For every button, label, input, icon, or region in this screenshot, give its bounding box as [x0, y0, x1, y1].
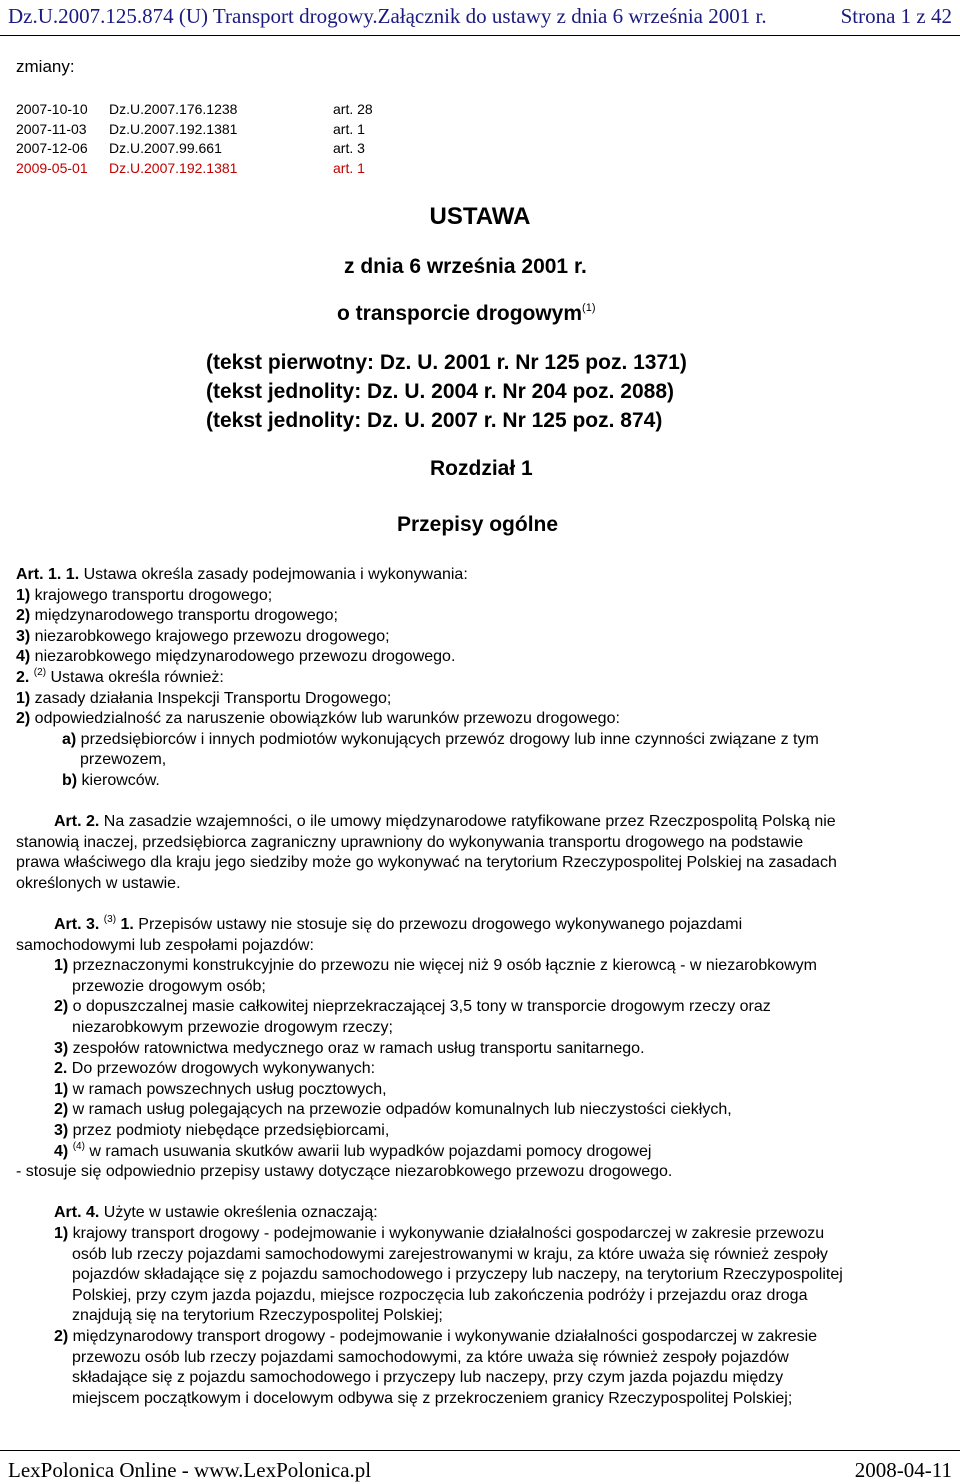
- art3-p2-item: 1) w ramach powszechnych usług pocztowych,: [54, 1080, 387, 1098]
- art1-item: 3) niezarobkowego krajowego przewozu drogowego;: [16, 627, 390, 645]
- page-header: [0, 0, 960, 36]
- art1-sub-b: b) kierowców.: [62, 771, 160, 789]
- source-link[interactable]: LexPolonica Online - www.LexPolonica.pl: [8, 1458, 372, 1482]
- art3-item-cont: przewozie drogowym osób;: [72, 977, 266, 995]
- art4-item-cont: osób lub rzeczy pojazdami samochodowymi zarejestrowanymi w kraju, za które uważa się również zespoły: [72, 1245, 828, 1263]
- art1-sub-a-cont: przewozem,: [80, 751, 167, 769]
- change-source: Dz.U.2007.176.1238: [109, 101, 238, 117]
- art4-item-cont: przewozu osób lub rzeczy pojazdami samochodowymi, za które uważa się również zespoły pojazdów: [72, 1348, 789, 1366]
- change-article: art. 1: [333, 159, 365, 176]
- footnote-ref[interactable]: (2): [33, 666, 47, 678]
- art3-item-cont: niezarobkowym przewozie drogowym rzeczy;: [72, 1019, 393, 1037]
- act-type: USTAWA: [429, 203, 531, 230]
- art1-sub-a: a) przedsiębiorców i innych podmiotów wykonujących przewóz drogowy lub inne czynności związane z tym: [62, 730, 819, 748]
- chapter-number: Rozdział 1: [430, 457, 533, 480]
- change-source: Dz.U.2007.99.661: [109, 140, 222, 156]
- art2-line: Art. 2. Na zasadzie wzajemności, o ile umowy międzynarodowe ratyfikowane przez Rzeczpospolitą Polską nie: [54, 813, 836, 831]
- art1-p2-intro: 2. $^{(2)}$ Ustawa określa również:: [16, 666, 224, 686]
- changes-title: zmiany:: [16, 57, 75, 76]
- art3-p2-intro: 2. Do przewozów drogowych wykonywanych:: [54, 1060, 376, 1078]
- art3-intro-cont: samochodowymi lub zespołami pojazdów:: [16, 936, 314, 954]
- change-date: 2009-05-01: [16, 159, 88, 176]
- document-title: Dz.U.2007.125.874 (U) Transport drogowy.Załącznik do ustawy z dnia 6 września 2001 r.: [8, 4, 767, 28]
- version-consolidated-2004: (tekst jednolity: Dz. U. 2004 r. Nr 204 poz. 2088): [206, 380, 674, 403]
- change-article: art. 3: [333, 140, 365, 156]
- act-date: z dnia 6 września 2001 r.: [344, 255, 587, 278]
- art3-intro: Art. 3. $^{(3)}$ 1. Przepisów ustawy nie stosuje się do przewozu drogowego wykonywanego pojazdami: [54, 914, 743, 934]
- document-body: [16, 565, 956, 1409]
- art4-intro: Art. 4. Użyte w ustawie określenia oznaczają:: [54, 1204, 378, 1222]
- art2-line: określonych w ustawie.: [16, 874, 181, 892]
- change-source: Dz.U.2007.192.1381: [109, 120, 238, 137]
- art4-item-cont: składające się z pojazdu samochodowego i przyczepy lub naczepy, przy czym jazda pojazdu między: [72, 1369, 784, 1387]
- change-date: 2007-12-06: [16, 140, 88, 156]
- footnote-ref[interactable]: (4): [72, 1140, 85, 1152]
- art1-p2-item: 2) odpowiedzialność za naruszenie obowiązków lub warunków przewozu drogowego:: [16, 710, 620, 728]
- page-number: Strona 1 z 42: [840, 4, 952, 28]
- footer-date: 2008-04-11: [854, 1458, 952, 1482]
- art4-item: 1) krajowy transport drogowy - podejmowanie i wykonywanie działalności gospodarczej w zakresie przewozu: [54, 1225, 825, 1242]
- change-article: art. 1: [333, 120, 365, 137]
- art1-intro: Art. 1. 1. Ustawa określa zasady podejmowania i wykonywania:: [16, 566, 468, 583]
- version-original: (tekst pierwotny: Dz. U. 2001 r. Nr 125 poz. 1371): [206, 351, 687, 374]
- art4-item-cont: Polskiej, przy czym jazda pojazdu, miejsce rozpoczęcia lub zakończenia podróży i przejazdu oraz droga: [72, 1286, 808, 1304]
- art3-closing: - stosuje się odpowiednio przepisy ustawy dotyczące niezarobkowego przewozu drogowego.: [16, 1163, 673, 1181]
- change-source: Dz.U.2007.192.1381: [109, 159, 238, 176]
- art1-item: 2) międzynarodowego transportu drogowego;: [16, 607, 338, 625]
- act-subject: o transporcie drogowym$^{(1)}$: [337, 302, 596, 325]
- art1-item: 4) niezarobkowego międzynarodowego przewozu drogowego.: [16, 648, 456, 666]
- footnote-ref[interactable]: (3): [103, 914, 117, 926]
- art3-item: 3) zespołów ratownictwa medycznego oraz w ramach usług transportu sanitarnego.: [54, 1039, 645, 1057]
- art4-item: 2) międzynarodowy transport drogowy - podejmowanie i wykonywanie działalności gospodarczej w zakresie: [54, 1327, 818, 1345]
- art4-item-cont: pojazdów składające się z pojazdu samochodowego i przyczepy lub naczepy, na terytorium Rzeczypospolitej: [72, 1266, 843, 1284]
- art3-p2-item: 3) przez podmioty niebędące przedsiębiorcami,: [54, 1122, 390, 1140]
- page-footer: [0, 1450, 960, 1484]
- art2-line: prawa właściwego dla kraju jego siedziby może go wykonywać na terytorium Rzeczypospolitej Polskiej na zasadach: [16, 854, 837, 872]
- version-consolidated-2007: (tekst jednolity: Dz. U. 2007 r. Nr 125 poz. 874): [206, 409, 663, 432]
- chapter-title: Przepisy ogólne: [397, 513, 559, 536]
- art3-p2-item: 2) w ramach usług polegających na przewozie odpadów komunalnych lub nieczystości ciekłych,: [54, 1101, 732, 1119]
- art1-item: 1) krajowego transportu drogowego;: [16, 586, 273, 604]
- footnote-ref[interactable]: (1): [582, 302, 596, 314]
- art1-p2-item: 1) zasady działania Inspekcji Transportu Drogowego;: [16, 689, 392, 707]
- art3-item: 2) o dopuszczalnej masie całkowitej nieprzekraczającej 3,5 tony w transporcie drogowym rzeczy oraz: [54, 998, 771, 1016]
- art2-line: stanowią inaczej, przedsiębiorca zagraniczny uprawniony do wykonywania transportu drogowego na podstawie: [16, 833, 804, 851]
- art4-item-cont: miejscem początkowym i docelowym odbywa się z przekroczeniem granicy Rzeczypospolitej Polskiej;: [72, 1389, 793, 1407]
- change-article: art. 28: [333, 101, 373, 117]
- art4-item-cont: znajdują się na terytorium Rzeczypospolitej Polskiej;: [72, 1307, 443, 1325]
- change-date: 2007-11-03: [16, 120, 87, 137]
- art3-item: 1) przeznaczonymi konstrukcyjnie do przewozu nie więcej niż 9 osób łącznie z kierowcą - w niezarobkowym: [54, 957, 817, 975]
- change-date: 2007-10-10: [16, 101, 88, 117]
- art3-p2-item: 4) $^{(4)}$ w ramach usuwania skutków awarii lub wypadków pojazdami pomocy drogowej: [54, 1140, 652, 1160]
